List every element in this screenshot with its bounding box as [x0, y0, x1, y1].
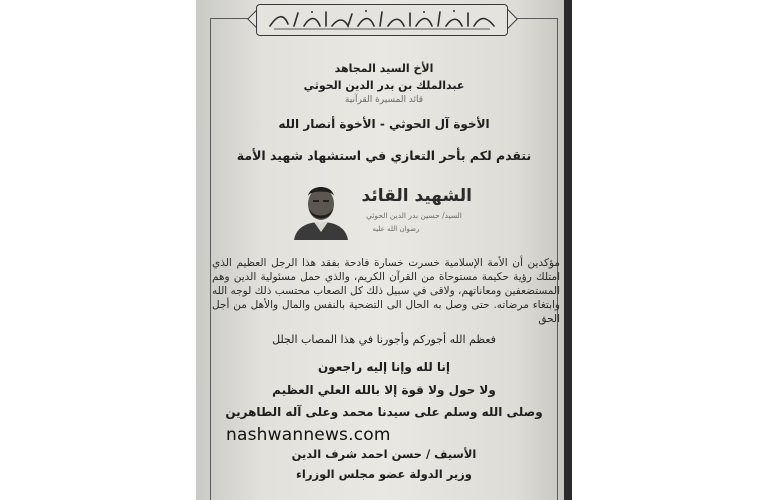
prayer-line-1: إنا لله وإنا إليه راجعون — [317, 360, 451, 374]
recipient-name: عبدالملك بن بدر الدين الحوثي — [303, 79, 465, 92]
condolence-headline: نتقدم لكم بأحر التعازي في استشهاد شهيد الأمة — [236, 148, 532, 163]
prayer-line-2: ولا حول ولا قوة إلا بالله العلي العظيم — [272, 383, 496, 397]
body-paragraph: مؤكدين أن الأمة الإسلامية خسرت خسارة فادحة بفقد هذا الرجل العظيم الذي امتلك رؤية حكيمة مستوحاة من القرآن الكريم، والذي حمل مسئولية الدين وهم المستضعفين ومعاناتهم، ولاقى في سبيل ذلك كل الصعاب محتسب ذلك لوجه الله وابتغاء مرضاته. حتى وصل به الحال الى التضحية بالنفس والمال والأهل من أجل الحق — [212, 257, 560, 325]
sender-position: وزير الدولة عضو مجلس الوزراء — [296, 467, 472, 481]
site-watermark: nashwannews.com — [226, 425, 391, 445]
calligraphy-banner — [256, 4, 508, 36]
background-right — [572, 0, 768, 500]
recipient-title: قائد المسيرة القرآنية — [344, 95, 424, 105]
martyr-name: السيد/ حسين بدر الدين الحوثي — [366, 211, 462, 220]
calligraphy-verse-image — [264, 8, 500, 32]
martyr-title: الشهيد القائد — [361, 186, 472, 206]
prayer-line-3: وصلى الله وسلم على سيدنا محمد وعلى آله الطاهرين — [225, 405, 543, 419]
martyr-blessing: رضوان الله عليه — [372, 225, 420, 233]
sender-name: الأسيف / حسن احمد شرف الدين — [291, 447, 477, 461]
recipient-line: الأخ السيد المجاهد — [334, 62, 434, 75]
background-left — [0, 0, 196, 500]
martyr-portrait — [288, 178, 354, 240]
consolation-line: فعظم الله أجوركم وأجورنا في هذا المصاب الجلل — [272, 333, 496, 346]
addressees: الأخوة آل الحوثي - الأخوة أنصار الله — [278, 117, 490, 131]
